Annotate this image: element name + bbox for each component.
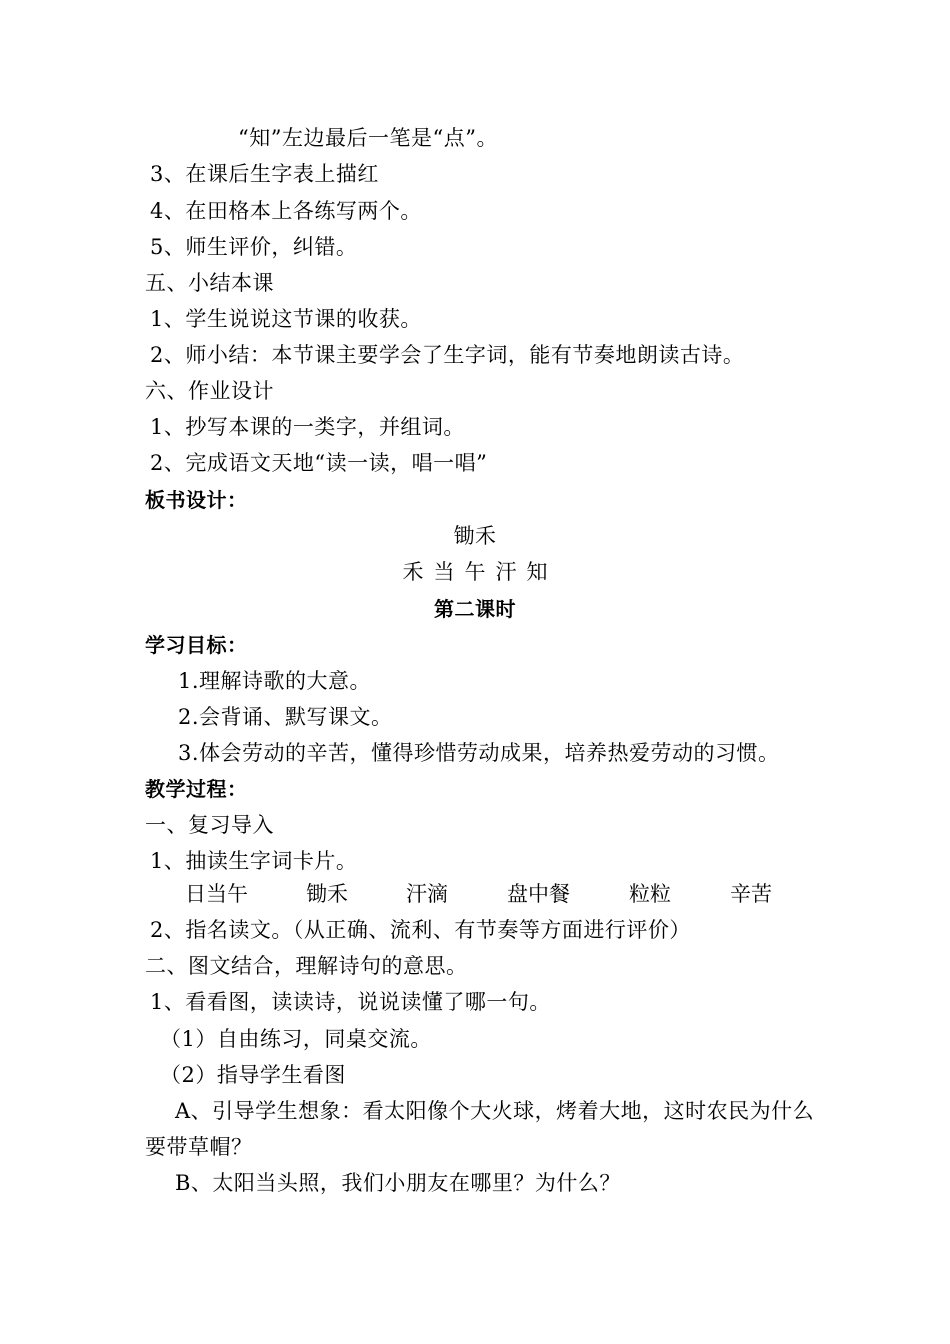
teaching-process-heading: 教学过程： <box>145 777 248 801</box>
board-design-heading: 板书设计： <box>145 488 248 512</box>
vocabulary-word: 日当午 <box>185 882 248 906</box>
vocabulary-word: 锄禾 <box>306 882 348 906</box>
homework-item-1: 1、抄写本课的一类字，并组词。 <box>150 415 465 439</box>
process-step-1-item-2: 2、指名读文。（从正确、流利、有节奏等方面进行评价） <box>150 918 691 942</box>
step-5-line: 5、师生评价，纠错。 <box>150 235 358 259</box>
lesson-title: 第二课时 <box>434 597 516 621</box>
learning-goals-heading: 学习目标： <box>145 633 248 657</box>
sub-step-2: （2）指导学生看图 <box>160 1063 346 1087</box>
goal-1: 1.理解诗歌的大意。 <box>178 669 372 693</box>
process-step-2-item-1: 1、看看图，读读诗，说说读懂了哪一句。 <box>150 990 551 1014</box>
process-step-1: 一、复习导入 <box>145 813 274 837</box>
vocabulary-word: 盘中餐 <box>507 882 570 906</box>
board-char: 禾 <box>402 560 424 584</box>
board-char: 知 <box>526 560 548 584</box>
board-char: 汗 <box>495 560 517 584</box>
vocabulary-word: 粒粒 <box>629 882 671 906</box>
section-5-heading: 五、小结本课 <box>145 271 274 295</box>
board-char: 午 <box>464 560 486 584</box>
board-char: 当 <box>433 560 455 584</box>
sub-step-1: （1）自由练习，同桌交流。 <box>160 1027 432 1051</box>
board-title: 锄禾 <box>453 524 497 548</box>
guide-a-line-2: 要带草帽？ <box>145 1135 253 1159</box>
summary-item-1: 1、学生说说这节课的收获。 <box>150 307 422 331</box>
board-characters <box>0 558 950 586</box>
step-3-line: 3、在课后生字表上描红 <box>150 162 379 186</box>
process-step-2: 二、图文结合，理解诗句的意思。 <box>145 954 468 978</box>
summary-item-2: 2、师小结：本节课主要学会了生字词，能有节奏地朗读古诗。 <box>150 343 745 367</box>
vocabulary-word: 汗滴 <box>406 882 448 906</box>
stroke-note-line: “知”左边最后一笔是“点”。 <box>238 126 498 150</box>
vocabulary-card-row <box>0 880 950 910</box>
section-6-heading: 六、作业设计 <box>145 379 274 403</box>
guide-a-line-1: A、引导学生想象：看太阳像个大火球，烤着大地，这时农民为什么 <box>175 1099 815 1123</box>
step-4-line: 4、在田格本上各练写两个。 <box>150 199 422 223</box>
process-step-1-item-1: 1、抽读生字词卡片。 <box>150 849 358 873</box>
guide-b-line: B、太阳当头照，我们小朋友在哪里？为什么？ <box>175 1171 621 1195</box>
goal-2: 2.会背诵、默写课文。 <box>178 705 393 729</box>
homework-item-2: 2、完成语文天地“读一读，唱一唱” <box>150 451 488 475</box>
goal-3: 3.体会劳动的辛苦，懂得珍惜劳动成果，培养热爱劳动的习惯。 <box>178 741 780 765</box>
vocabulary-word: 辛苦 <box>730 882 772 906</box>
